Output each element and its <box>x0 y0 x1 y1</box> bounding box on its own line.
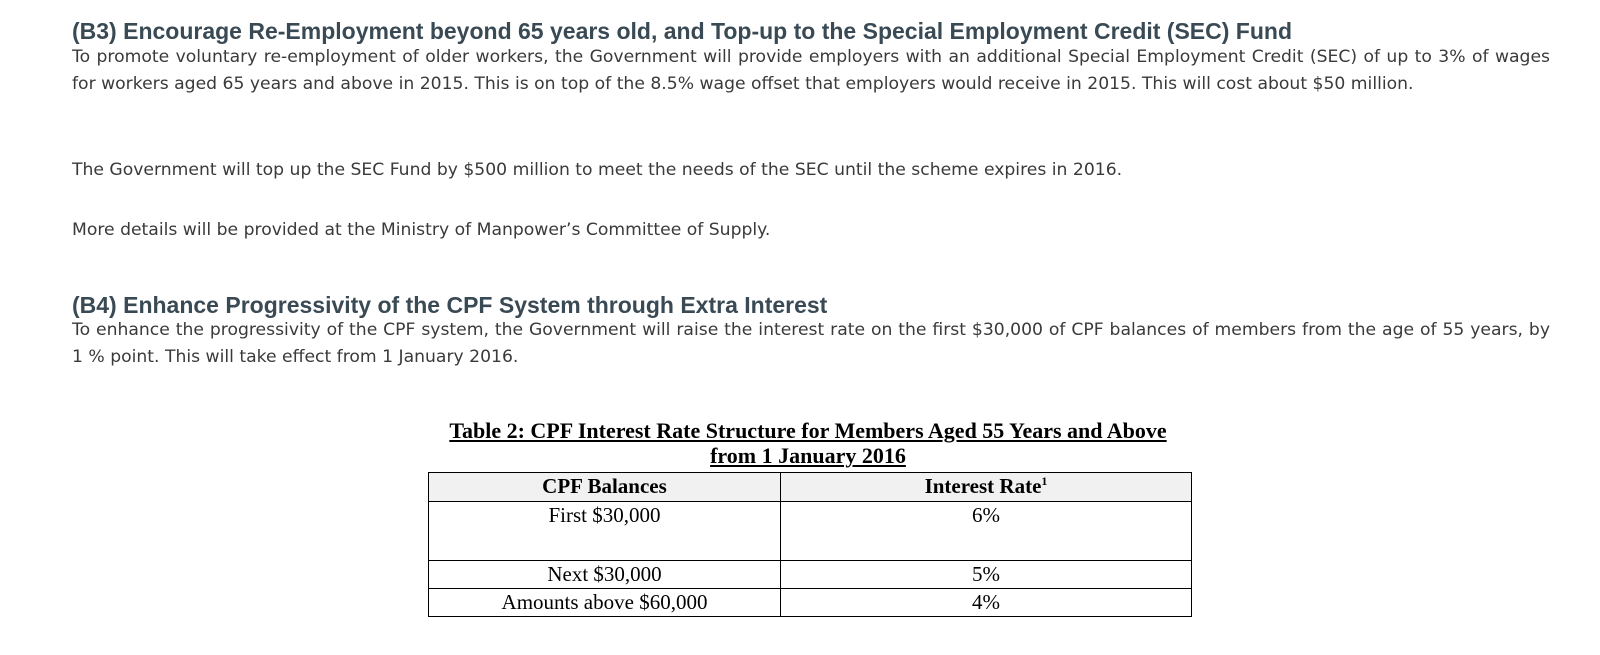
cell-rate: 5% <box>781 561 1192 589</box>
section-b3-paragraph: The Government will top up the SEC Fund by $500 million to meet the needs of the SEC until the scheme expires in 2016. <box>72 160 1123 180</box>
table-title-line1: Table 2: CPF Interest Rate Structure for Members Aged 55 Years and Above <box>449 418 1167 443</box>
cell-rate: 6% <box>781 502 1192 561</box>
table-title-line2: from 1 January 2016 <box>710 443 906 468</box>
table-row <box>429 589 1192 617</box>
cell-balance: First $30,000 <box>429 502 781 561</box>
table-title <box>410 418 1206 468</box>
cell-rate: 4% <box>781 589 1192 617</box>
section-b4-paragraph: To enhance the progressivity of the CPF system, the Government will raise the interest rate on the first $30,000 of CPF balances of members from the age of 55 years, by 1 % point. This will take effect from 1 January 2016. <box>72 320 1550 367</box>
header-interest-rate <box>781 473 1192 502</box>
cpf-interest-table <box>428 472 1192 617</box>
footnote-marker: 1 <box>1041 474 1048 488</box>
table-row <box>429 502 1192 561</box>
table-row <box>429 561 1192 589</box>
section-b4-heading: (B4) Enhance Progressivity of the CPF System through Extra Interest <box>72 292 828 318</box>
header-interest-rate-label: Interest Rate <box>924 474 1042 498</box>
section-b3-paragraph: To promote voluntary re-employment of older workers, the Government will provide employers with an additional Special Employment Credit (SEC) of up to 3% of wages for workers aged 65 years and above in 2015. This is on top of the 8.5% wage offset that employers would receive in 2015. This will cost about $50 million. <box>72 47 1550 94</box>
header-cpf-balances: CPF Balances <box>429 473 781 502</box>
table-header-row <box>429 473 1192 502</box>
section-b3-paragraph: More details will be provided at the Ministry of Manpower’s Committee of Supply. <box>72 220 771 240</box>
cell-balance: Next $30,000 <box>429 561 781 589</box>
cell-balance: Amounts above $60,000 <box>429 589 781 617</box>
section-b3-heading: (B3) Encourage Re-Employment beyond 65 years old, and Top-up to the Special Employment Credit (SEC) Fund <box>72 18 1292 44</box>
